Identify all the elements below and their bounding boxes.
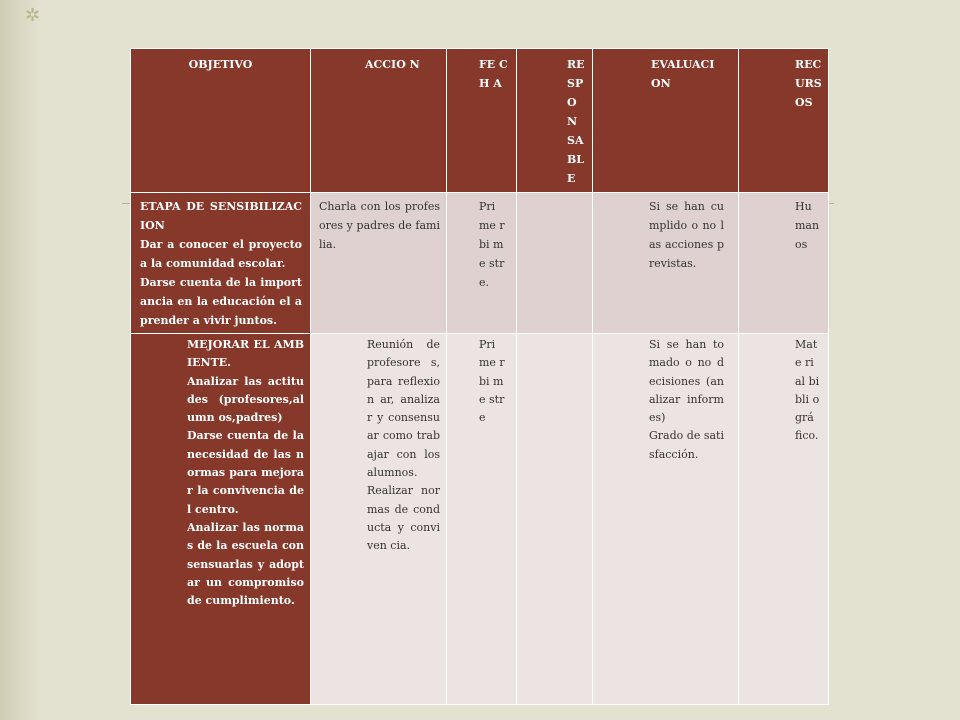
- objetivo-stage: ETAPA DE SENSIBILIZACION: [140, 200, 302, 232]
- slide-side-band: [0, 0, 40, 720]
- recursos-text: Hu man os: [795, 200, 820, 251]
- objetivo-stage: MEJORAR EL AMBIENTE.: [187, 338, 304, 370]
- header-fecha: FE C H A: [447, 49, 517, 193]
- table-row: [131, 193, 829, 334]
- header-evaluacion: EVALUACI ON: [593, 49, 739, 193]
- header-row: [131, 49, 829, 193]
- objetivo-cell: [131, 334, 311, 705]
- objetivo-cell: [131, 193, 311, 334]
- fecha-text: Pri me r bi me str e.: [479, 200, 505, 289]
- recursos-cell: [739, 193, 829, 334]
- accion-text: Charla con los profesores y padres de familia.: [319, 200, 440, 251]
- responsable-cell: [517, 334, 593, 705]
- recursos-cell: [739, 334, 829, 705]
- objetivo-line: Darse cuenta de la importancia en la educación el aprender a vivir juntos.: [140, 276, 302, 327]
- evaluacion-cell: [593, 193, 739, 334]
- table-row: [131, 334, 829, 705]
- recursos-text: Mate rial bibli ográ fico.: [795, 338, 820, 443]
- evaluacion-text: Si se han tomado o no decisiones (analizar informes): [649, 338, 724, 425]
- objetivo-line: Dar a conocer el proyecto a la comunidad escolar.: [140, 238, 302, 270]
- evaluacion-text: Si se han cumplido o no las acciones previstas.: [649, 200, 724, 270]
- header-accion: ACCIO N: [311, 49, 447, 193]
- header-recursos: REC URS OS: [739, 49, 829, 193]
- responsable-cell: [517, 193, 593, 334]
- objetivo-line: Analizar las normas de la escuela consensuarlas y adoptar un compromiso de cumplimiento.: [187, 520, 304, 608]
- evaluacion-cell: [593, 334, 739, 705]
- fecha-cell: [447, 334, 517, 705]
- accion-text: Realizar normas de conducta y conviven cia.: [367, 484, 440, 553]
- fecha-cell: [447, 193, 517, 334]
- accion-text: Reunión de profesore s, para reflexion ar, analizar y consensu ar como trabajar con los alumnos.: [367, 338, 440, 480]
- objetivo-line: Darse cuenta de la necesidad de las normas para mejorar la convivencia del centro.: [187, 429, 304, 516]
- objetivo-line: Analizar las actitudes (profesores,alumn os,padres): [187, 374, 304, 425]
- header-responsable: RE SP O N SA BL E: [517, 49, 593, 193]
- accion-cell: [311, 193, 447, 334]
- slide-mark-icon: ✲: [25, 5, 41, 26]
- project-plan-table: [130, 48, 829, 705]
- accion-cell: [311, 334, 447, 705]
- fecha-text: Pri me r bi me str e: [479, 338, 505, 425]
- evaluacion-text: Grado de satisfacción.: [649, 429, 724, 461]
- header-objetivo: OBJETIVO: [131, 49, 311, 193]
